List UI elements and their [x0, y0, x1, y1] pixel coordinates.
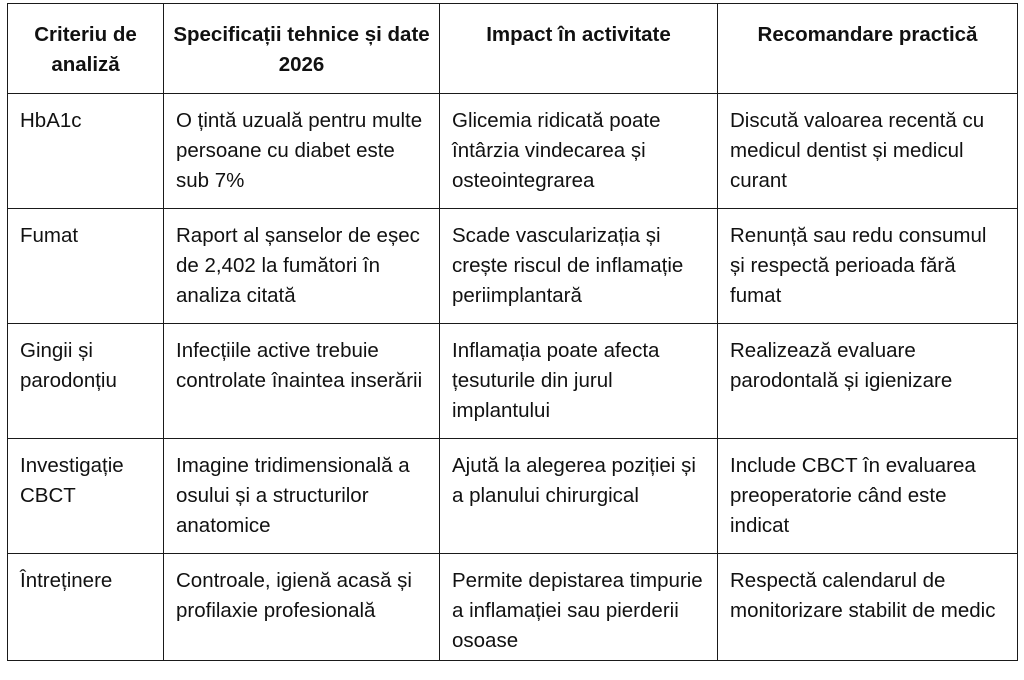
- table-row: [8, 209, 1018, 324]
- cell-impact: Ajută la alegerea poziției și a planului chirurgical: [440, 439, 718, 554]
- cell-specifications: Infecțiile active trebuie controlate înaintea inserării: [164, 324, 440, 439]
- header-cell-specifications: Specificații tehnice și date 2026: [164, 4, 440, 94]
- cell-impact: Scade vascularizația și crește riscul de inflamație periimplantară: [440, 209, 718, 324]
- cell-specifications: Controale, igienă acasă și profilaxie profesională: [164, 554, 440, 661]
- cell-impact: Inflamația poate afecta țesuturile din jurul implantului: [440, 324, 718, 439]
- header-row: [8, 4, 1018, 94]
- table-body: [8, 94, 1018, 661]
- cell-criterion: Fumat: [8, 209, 164, 324]
- header-cell-impact: Impact în activitate: [440, 4, 718, 94]
- header-cell-criterion: Criteriu de analiză: [8, 4, 164, 94]
- cell-recommendation: Respectă calendarul de monitorizare stabilit de medic: [718, 554, 1018, 661]
- table-row: [8, 324, 1018, 439]
- table-row: [8, 554, 1018, 661]
- cell-criterion: Gingii și parodonțiu: [8, 324, 164, 439]
- cell-impact: Glicemia ridicată poate întârzia vindecarea și osteointegrarea: [440, 94, 718, 209]
- cell-criterion: Investigație CBCT: [8, 439, 164, 554]
- table-header: [8, 4, 1018, 94]
- cell-recommendation: Include CBCT în evaluarea preoperatorie când este indicat: [718, 439, 1018, 554]
- cell-recommendation: Realizează evaluare parodontală și igienizare: [718, 324, 1018, 439]
- cell-specifications: O țintă uzuală pentru multe persoane cu diabet este sub 7%: [164, 94, 440, 209]
- cell-criterion: Întreținere: [8, 554, 164, 661]
- criteria-table: [7, 3, 1018, 661]
- cell-recommendation: Renunță sau redu consumul și respectă perioada fără fumat: [718, 209, 1018, 324]
- table-row: [8, 439, 1018, 554]
- header-cell-recommendation: Recomandare practică: [718, 4, 1018, 94]
- cell-specifications: Raport al șanselor de eșec de 2,402 la fumători în analiza citată: [164, 209, 440, 324]
- cell-criterion: HbA1c: [8, 94, 164, 209]
- cell-specifications: Imagine tridimensională a osului și a structurilor anatomice: [164, 439, 440, 554]
- table-row: [8, 94, 1018, 209]
- cell-recommendation: Discută valoarea recentă cu medicul dentist și medicul curant: [718, 94, 1018, 209]
- cell-impact: Permite depistarea timpurie a inflamației sau pierderii osoase: [440, 554, 718, 661]
